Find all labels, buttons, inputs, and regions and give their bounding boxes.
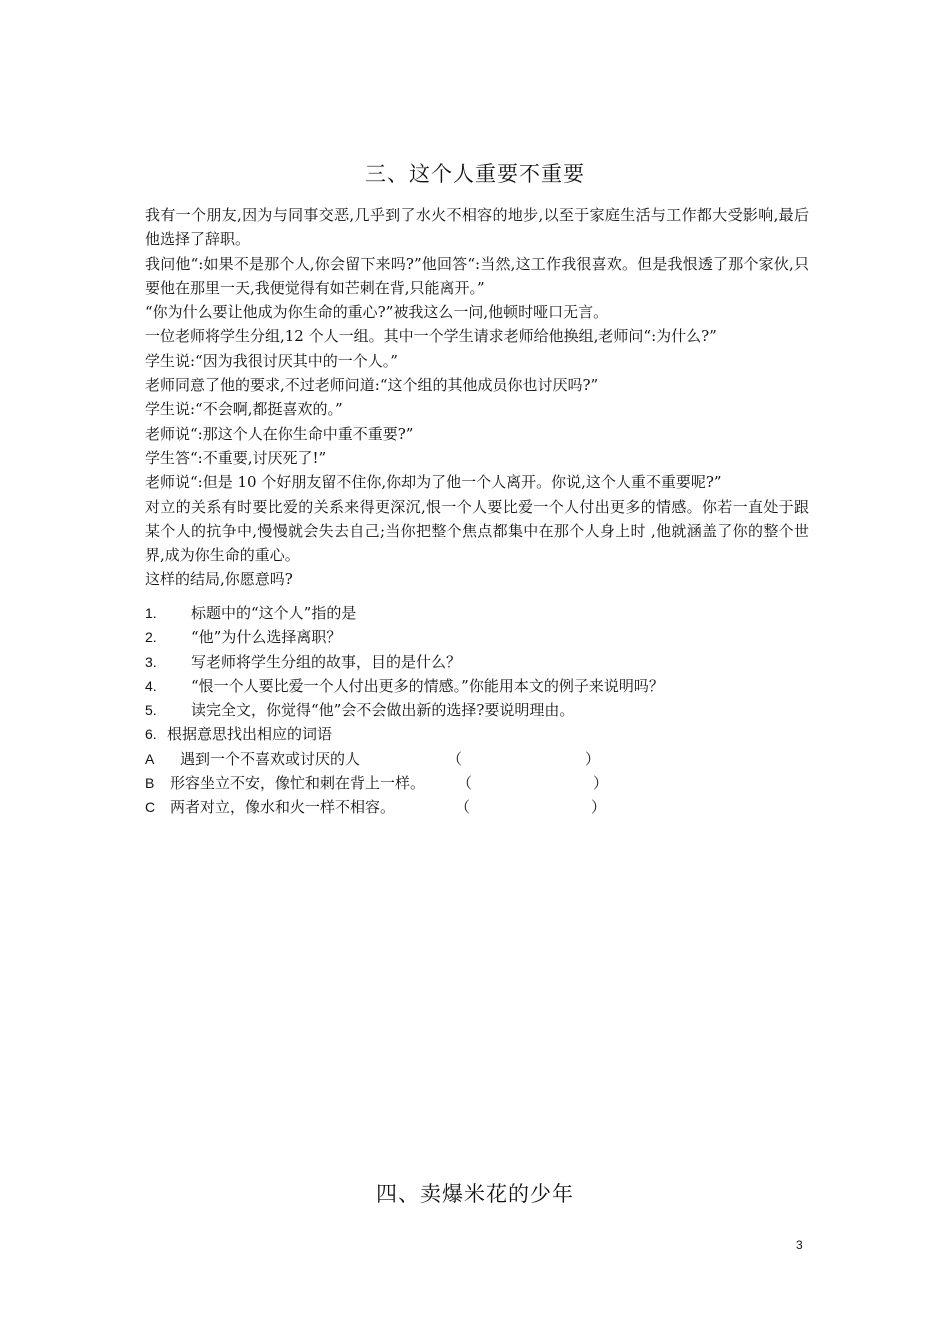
answer-blank-close: ） — [585, 749, 601, 768]
paragraph: 对立的关系有时要比爱的关系来得更深沉,恨一个人要比爱一个人付出更多的情感。你若一直处于跟某个人的抗争中,慢慢就会失去自己;当你把整个焦点都集中在那个人身上时 ,他就涵盖了你的整个世界,成为你生命的重心。 — [145, 497, 809, 565]
answer-blank-close: ） — [591, 798, 607, 817]
paragraph: 我问他“:如果不是那个人,你会留下来吗?”他回答“:当然,这工作我很喜欢。但是我恨透了那个家伙,只要他在那里一天,我便觉得有如芒刺在背,只能离开。” — [145, 254, 809, 297]
question-item — [145, 722, 809, 746]
question-number: 5. — [145, 702, 157, 719]
vocab-definition: 形容坐立不安，像忙和刺在背上一样。 — [170, 774, 426, 793]
paragraph: 学生答“:不重要,讨厌死了!” — [145, 448, 327, 467]
answer-blank-open: （ — [447, 749, 463, 768]
question-item — [145, 601, 809, 625]
article-body — [145, 203, 809, 592]
question-number: 3. — [145, 653, 157, 670]
question-text: “恨一个人要比爱一个人付出更多的情感。”你能用本文的例子来说明吗？ — [191, 676, 664, 695]
vocab-letter: C — [145, 799, 156, 816]
answer-blank-close: ） — [593, 774, 609, 793]
question-item — [145, 698, 809, 722]
question-item — [145, 625, 809, 649]
paragraph: 一位老师将学生分组,12 个人一组。其中一个学生请求老师给他换组,老师问“:为什么?” — [145, 327, 717, 346]
question-text: 读完全文，你觉得“他”会不会做出新的选择?要说明理由。 — [191, 701, 575, 720]
question-number: 2. — [145, 629, 157, 646]
paragraph: “你为什么要让他成为你生命的重心?”被我这么一问,他顿时哑口无言。 — [145, 303, 609, 322]
question-list — [145, 601, 809, 820]
vocab-letter: B — [145, 775, 155, 792]
question-text: “他”为什么选择离职？ — [191, 628, 342, 647]
paragraph: 这样的结局,你愿意吗? — [145, 570, 293, 589]
vocab-letter: A — [145, 750, 155, 767]
vocab-definition: 遇到一个不喜欢或讨厌的人 — [180, 749, 361, 768]
paragraph: 老师说“:但是 10 个好朋友留不住你,你却为了他一个人离开。你说,这个人重不重要呢?” — [145, 473, 722, 492]
question-text: 写老师将学生分组的故事，目的是什么？ — [191, 652, 462, 671]
vocab-item — [145, 795, 809, 819]
paragraph: 学生说:“不会啊,都挺喜欢的。” — [145, 400, 343, 419]
vocab-definition: 两者对立，像水和火一样不相容。 — [170, 798, 396, 817]
vocab-item — [145, 747, 809, 771]
question-text: 根据意思找出相应的词语 — [167, 725, 333, 744]
answer-blank-open: （ — [455, 798, 471, 817]
paragraph: 我有一个朋友,因为与同事交恶,几乎到了水火不相容的地步,以至于家庭生活与工作都大受影响,最后他选择了辞职。 — [145, 206, 809, 249]
vocab-item — [145, 771, 809, 795]
section-title: 四、卖爆米花的少年 — [376, 1182, 574, 1206]
page-number: 3 — [796, 1238, 803, 1252]
question-item — [145, 650, 809, 674]
paragraph: 老师同意了他的要求,不过老师问道:“这个组的其他成员你也讨厌吗?” — [145, 376, 599, 395]
question-text: 标题中的“这个人”指的是 — [191, 604, 357, 622]
answer-blank-open: （ — [457, 774, 473, 793]
question-item — [145, 674, 809, 698]
question-number: 4. — [145, 677, 157, 694]
section-title: 三、这个人重要不重要 — [365, 162, 585, 186]
paragraph: 老师说“:那这个人在你生命中重不重要?” — [145, 424, 414, 443]
paragraph: 学生说:“因为我很讨厌其中的一个人。” — [145, 351, 398, 370]
question-number: 1. — [145, 605, 157, 621]
question-number: 6. — [145, 726, 157, 743]
